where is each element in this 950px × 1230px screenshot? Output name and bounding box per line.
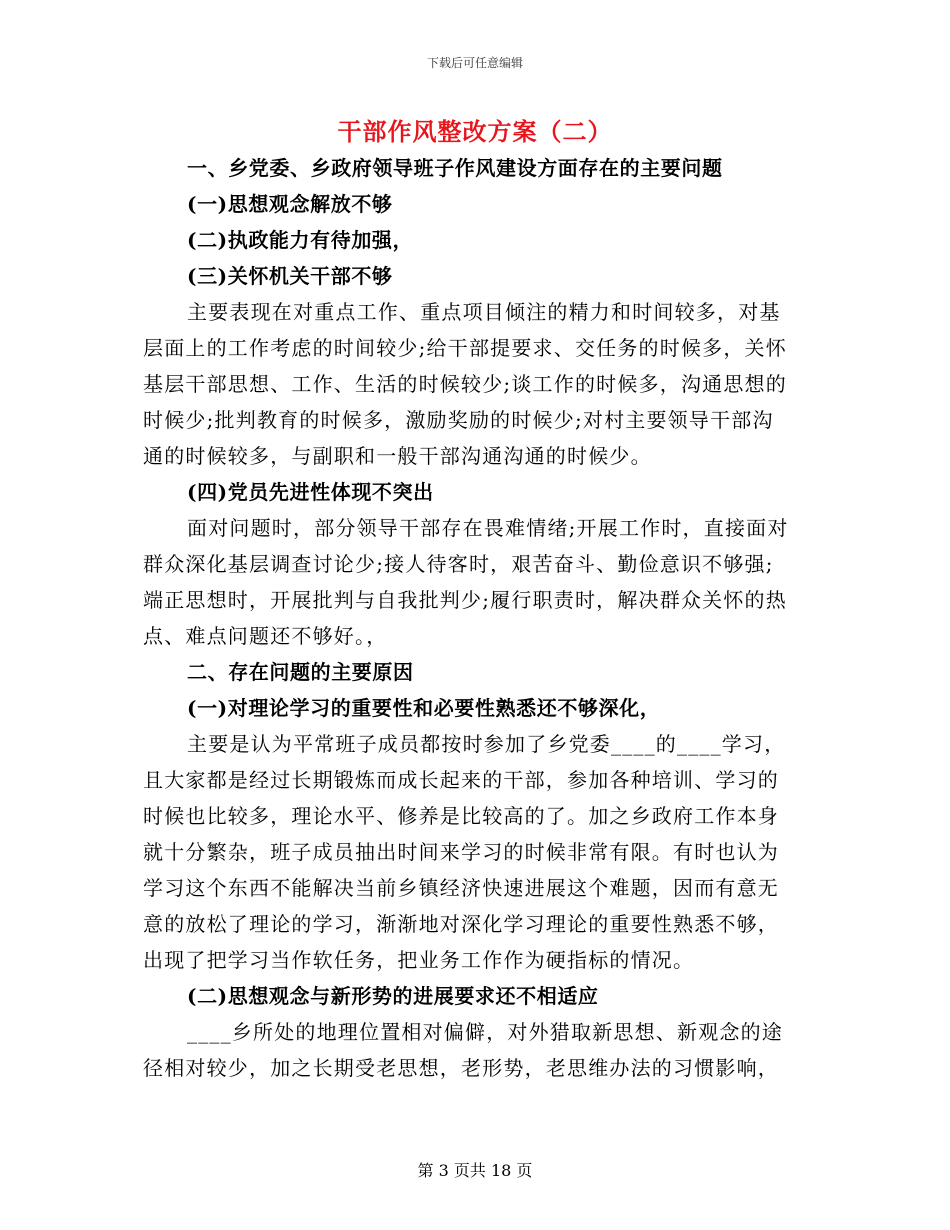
paragraph-line: 层面上的工作考虑的时间较少;给干部提要求、交任务的时候多，关怀 bbox=[143, 336, 787, 360]
section-heading: (一)思想观念解放不够 bbox=[187, 192, 393, 216]
paragraph-line: 学习这个东西不能解决当前乡镇经济快速进展这个难题，因而有意无 bbox=[143, 876, 779, 900]
paragraph-line: 基层干部思想、工作、生活的时候较少;谈工作的时候多，沟通思想的 bbox=[143, 372, 787, 396]
section-heading: (二)执政能力有待加强， bbox=[187, 228, 414, 252]
paragraph-line: 主要是认为平常班子成员都按时参加了乡党委____的____学习， bbox=[187, 732, 786, 756]
paragraph-line: ____乡所处的地理位置相对偏僻，对外猎取新思想、新观念的途 bbox=[187, 1020, 783, 1044]
paragraph-line: 时候也比较多，理论水平、修养是比较高的了。加之乡政府工作本身 bbox=[143, 804, 779, 828]
section-heading: 一、乡党委、乡政府领导班子作风建设方面存在的主要问题 bbox=[187, 156, 723, 180]
paragraph-line: 通的时候较多，与副职和一般干部沟通沟通的时候少。 bbox=[143, 444, 652, 468]
paragraph-line: 时候少;批判教育的时候多，激励奖励的时候少;对村主要领导干部沟 bbox=[143, 408, 774, 432]
paragraph-line: 就十分繁杂，班子成员抽出时间来学习的时候非常有限。有时也认为 bbox=[143, 840, 779, 864]
paragraph-line: 群众深化基层调查讨论少;接人待客时，艰苦奋斗、勤俭意识不够强; bbox=[143, 552, 774, 576]
document-title: 干部作风整改方案（二） bbox=[337, 117, 613, 146]
paragraph-line: 意的放松了理论的学习，渐渐地对深化学习理论的重要性熟悉不够， bbox=[143, 912, 779, 936]
header-note: 下载后可任意编辑 bbox=[426, 56, 523, 70]
section-heading: (四)党员先进性体现不突出 bbox=[187, 480, 434, 504]
section-heading: (一)对理论学习的重要性和必要性熟悉还不够深化， bbox=[187, 696, 661, 720]
paragraph-line: 端正思想时，开展批判与自我批判少;履行职责时，解决群众关怀的热 bbox=[143, 588, 787, 612]
paragraph-line: 点、难点问题还不够好。， bbox=[143, 624, 388, 648]
section-heading: 二、存在问题的主要原因 bbox=[187, 660, 414, 684]
paragraph-line: 且大家都是经过长期锻炼而成长起来的干部，参加各种培训、学习的 bbox=[143, 768, 779, 792]
document-body bbox=[143, 150, 809, 1086]
page-footer: 第 3 页共 18 页 bbox=[417, 1161, 533, 1180]
section-heading: (二)思想观念与新形势的进展要求还不相适应 bbox=[187, 984, 599, 1008]
paragraph-line: 径相对较少，加之长期受老思想，老形势，老思维办法的习惯影响， bbox=[143, 1056, 779, 1080]
paragraph-line: 出现了把学习当作软任务，把业务工作作为硬指标的情况。 bbox=[143, 948, 695, 972]
paragraph-line: 面对问题时，部分领导干部存在畏难情绪;开展工作时，直接面对 bbox=[187, 516, 789, 540]
paragraph-line: 主要表现在对重点工作、重点项目倾注的精力和时间较多，对基 bbox=[187, 300, 781, 324]
section-heading: (三)关怀机关干部不够 bbox=[187, 264, 393, 288]
